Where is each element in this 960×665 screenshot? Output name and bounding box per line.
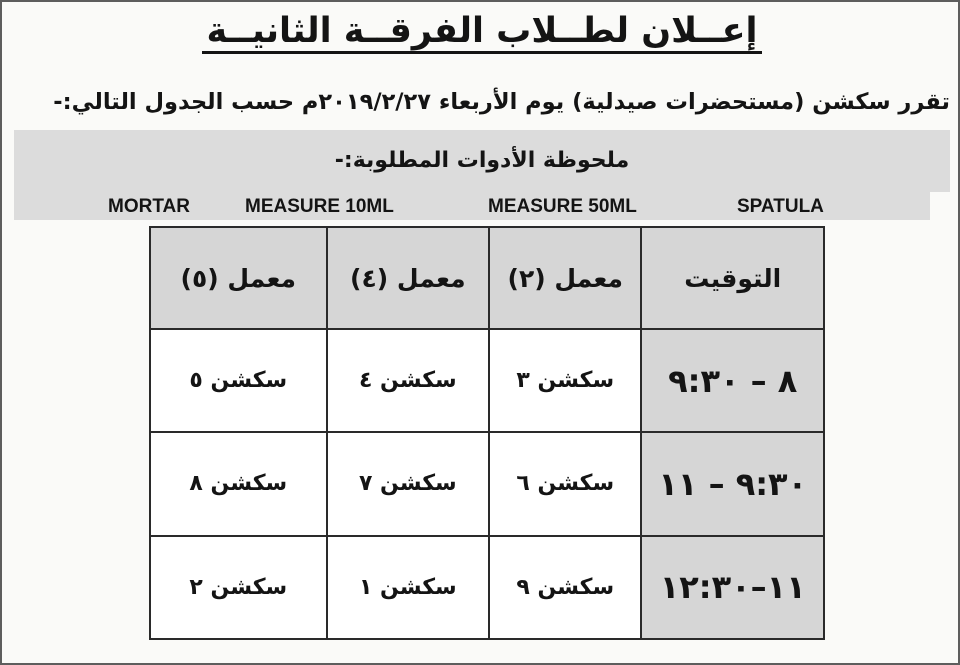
table-row — [150, 432, 824, 535]
section-cell: سكشن ٣ — [489, 329, 641, 432]
section-cell: سكشن ٩ — [489, 536, 641, 639]
tool-measure-10ml: MEASURE 10ML — [245, 196, 394, 217]
tool-mortar: MORTAR — [108, 196, 190, 217]
header-time: التوقيت — [641, 227, 824, 329]
section-cell: سكشن ٢ — [150, 536, 327, 639]
tool-measure-50ml: MEASURE 50ML — [488, 196, 637, 217]
section-cell: سكشن ٨ — [150, 432, 327, 535]
section-cell: سكشن ٦ — [489, 432, 641, 535]
page-title: إعــلان لطــلاب الفرقــة الثانيــة — [2, 6, 960, 56]
table-header-row — [150, 227, 824, 329]
table-row — [150, 536, 824, 639]
time-cell: ٨ – ٩:٣٠ — [641, 329, 824, 432]
tool-spatula: SPATULA — [737, 196, 824, 217]
announcement-text: تقرر سكشن (مستحضرات صيدلية) يوم الأربعاء ٢٠١٩/٢/٢٧م حسب الجدول التالي:- — [53, 89, 950, 115]
header-lab-4: معمل (٤) — [327, 227, 489, 329]
section-cell: سكشن ١ — [327, 536, 489, 639]
schedule-table — [149, 226, 825, 640]
table-row — [150, 329, 824, 432]
section-cell: سكشن ٤ — [327, 329, 489, 432]
header-lab-2: معمل (٢) — [489, 227, 641, 329]
header-lab-5: معمل (٥) — [150, 227, 327, 329]
tools-note-label: ملحوظة الأدوات المطلوبة:- — [334, 148, 630, 173]
time-cell: ١١–١٢:٣٠ — [641, 536, 824, 639]
time-cell: ٩:٣٠ – ١١ — [641, 432, 824, 535]
section-cell: سكشن ٧ — [327, 432, 489, 535]
section-cell: سكشن ٥ — [150, 329, 327, 432]
